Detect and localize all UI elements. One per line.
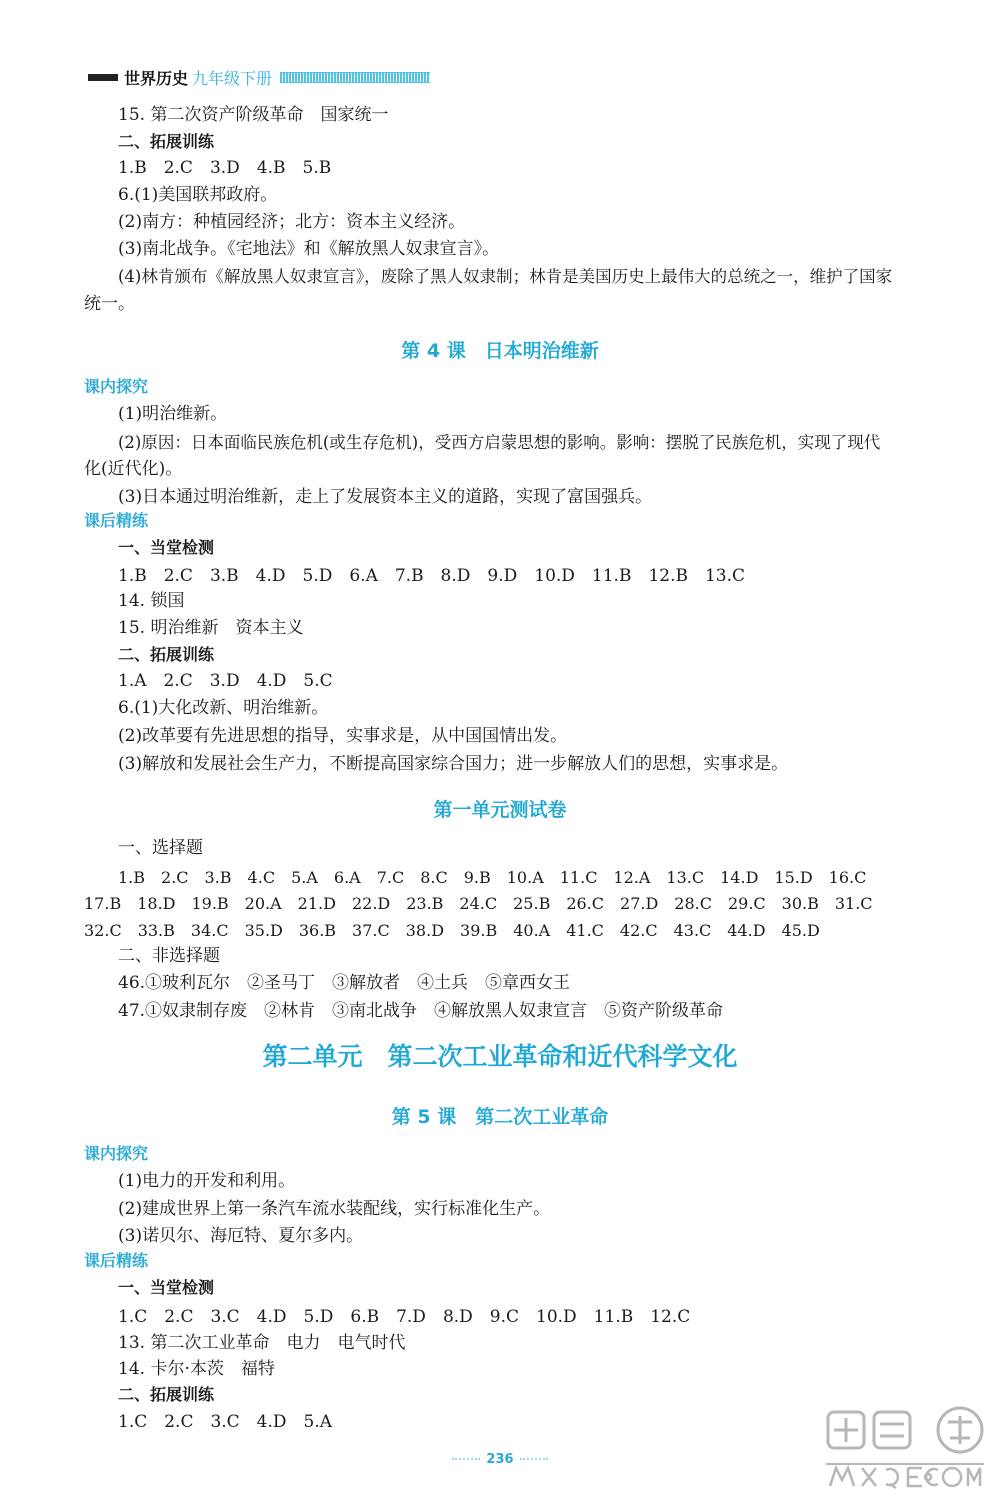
- answer-line: (3)日本通过明治维新，走上了发展资本主义的道路，实现了富国强兵。: [118, 487, 653, 507]
- subsection-heading: 一、选择题: [118, 838, 203, 858]
- header-stripe: [280, 72, 430, 83]
- header-bar: [88, 74, 118, 81]
- answer-line: (3)诺贝尔、海厄特、夏尔多内。: [118, 1226, 364, 1246]
- answer-line: 46.①玻利瓦尔 ②圣马丁 ③解放者 ④土兵 ⑤章西女王: [118, 973, 571, 993]
- answer-line: (3)南北战争。《宅地法》和《解放黑人奴隶宣言》。: [118, 239, 500, 259]
- answer-line: 1.C 2.C 3.C 4.D 5.D 6.B 7.D 8.D 9.C 10.D 11.B 12.C: [118, 1307, 691, 1327]
- answer-line: 1.B 2.C 3.D 4.B 5.B: [118, 158, 332, 178]
- subsection-heading: 二、拓展训练: [118, 645, 215, 664]
- section-label: 课后精练: [84, 511, 149, 530]
- grade-label: 九年级下册: [192, 68, 273, 88]
- answer-line: (4)林肯颁布《解放黑人奴隶宣言》，废除了黑人奴隶制；林肯是美国历史上最伟大的总统之一，维护了国家: [118, 267, 893, 286]
- book-title: 世界历史: [124, 68, 189, 88]
- answer-line: (2)建成世界上第一条汽车流水装配线，实行标准化生产。: [118, 1199, 551, 1219]
- answer-line: 1.C 2.C 3.C 4.D 5.A: [118, 1412, 333, 1432]
- watermark-logo: [820, 1404, 990, 1489]
- answer-line: (2)改革要有先进思想的指导，实事求是，从中国国情出发。: [118, 726, 568, 746]
- answer-line: (2)原因：日本面临民族危机(或生存危机)，受西方启蒙思想的影响。影响：摆脱了民族危机，实现了现代: [118, 433, 881, 452]
- answer-line: (2)南方：种植园经济；北方：资本主义经济。: [118, 212, 466, 232]
- answer-line: 14. 锁国: [118, 591, 185, 611]
- page-header: [88, 66, 430, 88]
- answer-line: 13. 第二次工业革命 电力 电气时代: [118, 1333, 406, 1353]
- answer-line: 32.C 33.B 34.C 35.D 36.B 37.C 38.D 39.B 40.A 41.C 42.C 43.C 44.D 45.D: [84, 921, 820, 940]
- answer-line: 统一。: [84, 294, 135, 314]
- answer-line: (1)电力的开发和利用。: [118, 1171, 296, 1191]
- subsection-heading: 二、拓展训练: [118, 1385, 215, 1404]
- answer-line: 6.(1)大化改新、明治维新。: [118, 698, 329, 718]
- section-label: 课内探究: [84, 1144, 149, 1163]
- answer-line: 47.①奴隶制存废 ②林肯 ③南北战争 ④解放黑人奴隶宣言 ⑤资产阶级革命: [118, 1001, 724, 1021]
- subsection-heading: 一、当堂检测: [118, 538, 215, 557]
- section-label: 课内探究: [84, 377, 149, 396]
- subsection-heading: 二、非选择题: [118, 946, 220, 966]
- section-label: 课后精练: [84, 1251, 149, 1270]
- answer-line: 17.B 18.D 19.B 20.A 21.D 22.D 23.B 24.C 25.B 26.C 27.D 28.C 29.C 30.B 31.C: [84, 894, 873, 913]
- answer-line: 15. 明治维新 资本主义: [118, 618, 304, 638]
- answer-line: 1.B 2.C 3.B 4.D 5.D 6.A 7.B 8.D 9.D 10.D 11.B 12.B 13.C: [118, 566, 746, 586]
- subsection-heading: 一、当堂检测: [118, 1278, 215, 1297]
- unit-title: 第二单元 第二次工业革命和近代科学文化: [262, 1042, 738, 1071]
- answer-line: (1)明治维新。: [118, 404, 228, 424]
- lesson-title: 第 5 课 第二次工业革命: [391, 1106, 609, 1128]
- subsection-heading: 二、拓展训练: [118, 132, 215, 151]
- test-title: 第一单元测试卷: [433, 799, 567, 821]
- page-number-ornament: [452, 1458, 480, 1460]
- lesson-title: 第 4 课 日本明治维新: [401, 340, 599, 362]
- answer-line: 化(近代化)。: [84, 459, 183, 479]
- answer-line: 15. 第二次资产阶级革命 国家统一: [118, 105, 389, 125]
- answer-line: 1.A 2.C 3.D 4.D 5.C: [118, 671, 333, 691]
- answer-line: 1.B 2.C 3.B 4.C 5.A 6.A 7.C 8.C 9.B 10.A 11.C 12.A 13.C 14.D 15.D 16.C: [118, 868, 867, 887]
- page-number-ornament: [520, 1458, 548, 1460]
- answer-line: 14. 卡尔·本茨 福特: [118, 1359, 275, 1379]
- answer-line: (3)解放和发展社会生产力，不断提高国家综合国力；进一步解放人们的思想，实事求是。: [118, 754, 789, 774]
- page-number-text: 236: [486, 1452, 514, 1467]
- answer-line: 6.(1)美国联邦政府。: [118, 185, 278, 205]
